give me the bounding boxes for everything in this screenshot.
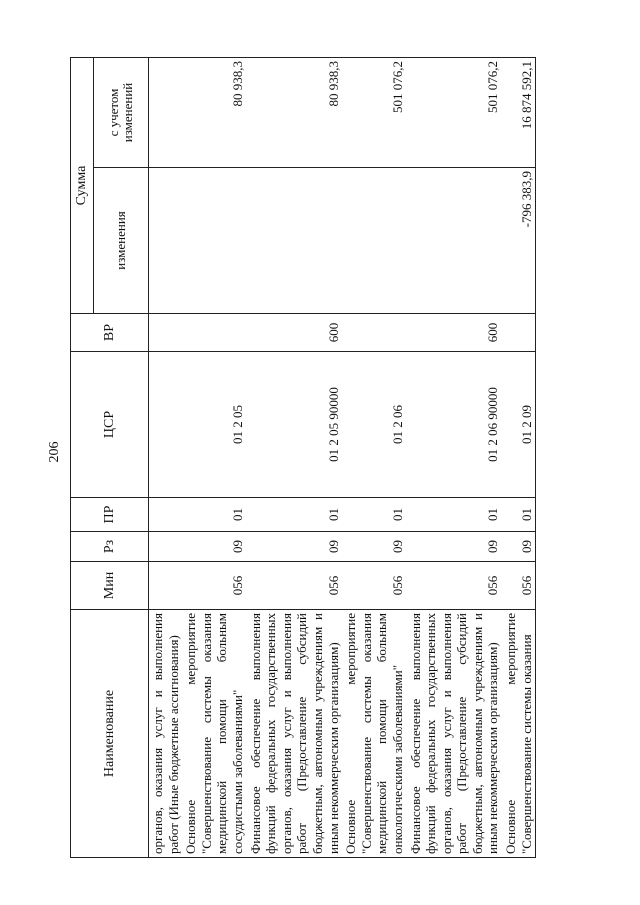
cell-vr: 600 — [407, 314, 503, 352]
table-header — [71, 58, 149, 858]
header-izmeneniya: изменения — [94, 168, 149, 314]
header-vr: ВР — [71, 314, 149, 352]
table-row — [149, 58, 183, 858]
table-row — [502, 58, 536, 858]
cell-name: Основное мероприятие "Совершенствование системы оказания — [502, 610, 536, 858]
cell-vr — [182, 314, 246, 352]
header-rz: Рз — [71, 532, 149, 562]
page-number: 206 — [47, 441, 62, 463]
cell-izmeneniya — [342, 168, 406, 314]
cell-csr: 01 2 05 90000 — [247, 352, 343, 498]
cell-pr — [149, 498, 183, 532]
header-min: Мин — [71, 562, 149, 610]
cell-min — [149, 562, 183, 610]
cell-csr: 01 2 05 — [182, 352, 246, 498]
cell-izmeneniya — [407, 168, 503, 314]
cell-pr: 01 — [342, 498, 406, 532]
cell-rz — [149, 532, 183, 562]
cell-name: Финансовое обеспечение выполнения функций федеральных государственных органов, оказания услуг и выполнения работ (Предоставление субсидий бюджетным, автономным учреждениям и иным некоммерческим организациям) — [247, 610, 343, 858]
cell-total — [149, 58, 183, 168]
cell-rz: 09 — [342, 532, 406, 562]
cell-total: 80 938,3 — [247, 58, 343, 168]
header-pr: ПР — [71, 498, 149, 532]
cell-rz: 09 — [247, 532, 343, 562]
cell-min: 056 — [247, 562, 343, 610]
cell-min: 056 — [342, 562, 406, 610]
cell-pr: 01 — [502, 498, 536, 532]
cell-vr: 600 — [247, 314, 343, 352]
cell-rz: 09 — [407, 532, 503, 562]
table-row — [407, 58, 503, 858]
cell-total: 80 938,3 — [182, 58, 246, 168]
header-s-uchetom: с учетом изменений — [94, 58, 149, 168]
header-summa: Сумма — [71, 58, 94, 314]
cell-name: органов, оказания услуг и выполнения работ (Иные бюджетные ассигнования) — [149, 610, 183, 858]
cell-izmeneniya — [247, 168, 343, 314]
cell-name: Основное мероприятие "Совершенствование системы оказания медицинской помощи больным сосудистыми заболеваниями" — [182, 610, 246, 858]
cell-izmeneniya — [149, 168, 183, 314]
cell-name: Основное мероприятие "Совершенствование системы оказания медицинской помощи больным онкологическими заболеваниями" — [342, 610, 406, 858]
cell-csr: 01 2 06 90000 — [407, 352, 503, 498]
cell-csr — [149, 352, 183, 498]
cell-min: 056 — [502, 562, 536, 610]
cell-vr — [502, 314, 536, 352]
cell-rz: 09 — [182, 532, 246, 562]
cell-izmeneniya: -796 383,9 — [502, 168, 536, 314]
cell-rz: 09 — [502, 532, 536, 562]
cell-csr: 01 2 06 — [342, 352, 406, 498]
table-body — [149, 58, 536, 858]
header-csr: ЦСР — [71, 352, 149, 498]
cell-total: 501 076,2 — [407, 58, 503, 168]
cell-vr — [149, 314, 183, 352]
cell-total: 501 076,2 — [342, 58, 406, 168]
cell-total: 16 874 592,1 — [502, 58, 536, 168]
cell-pr: 01 — [182, 498, 246, 532]
header-name: Наименование — [71, 610, 149, 858]
cell-pr: 01 — [407, 498, 503, 532]
cell-vr — [342, 314, 406, 352]
budget-table — [70, 57, 536, 858]
cell-min: 056 — [407, 562, 503, 610]
table-row — [182, 58, 246, 858]
cell-csr: 01 2 09 — [502, 352, 536, 498]
cell-min: 056 — [182, 562, 246, 610]
cell-pr: 01 — [247, 498, 343, 532]
table-row — [247, 58, 343, 858]
cell-name: Финансовое обеспечение выполнения функций федеральных государственных органов, оказания услуг и выполнения работ (Предоставление субсидий бюджетным, автономным учреждениям и иным некоммерческим организациям) — [407, 610, 503, 858]
table-row — [342, 58, 406, 858]
cell-izmeneniya — [182, 168, 246, 314]
budget-table-rotated — [70, 58, 602, 858]
